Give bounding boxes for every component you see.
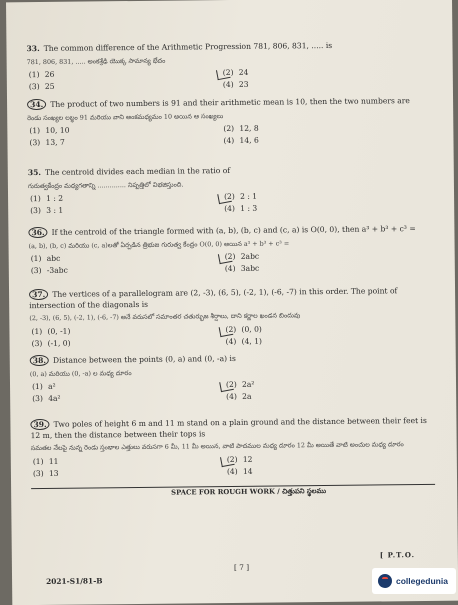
option-number: (2) [222,67,234,78]
option-number: (4) [224,203,235,214]
options [28,190,432,220]
question-list [6,0,452,478]
option-number: (2) [223,123,235,134]
option-value: 3abc [240,263,260,273]
option-1[interactable] [29,126,69,137]
option-2[interactable] [223,124,258,135]
option-value: 14, 6 [239,135,259,145]
page-number: [ 7 ] [233,562,250,572]
option-number: (4) [226,466,238,476]
option-2[interactable] [226,380,255,391]
option-number: (2) [225,324,237,334]
question-38 [30,352,435,408]
option-number: (1) [29,125,41,136]
question-number: 35. [27,167,42,178]
watermark-text: collegedunia [396,576,448,586]
option-value: 11 [48,456,59,466]
option-4[interactable] [227,466,253,477]
option-4[interactable] [226,392,251,403]
option-number: (3) [28,81,40,92]
question-33 [26,40,431,96]
question-number: 38. [30,355,49,366]
question-stem [30,416,434,441]
question-text-telugu: (2, -3), (6, 5), (-2, 1), (-6, -7) అనే వరుసలో సమాంతర చతుర్భుజ శీర్షాలు, దాని కర్ణాల ఖండన బిందువు [29,311,301,323]
option-3[interactable] [29,138,64,149]
option-value: 2a [242,391,252,401]
question-text: The common difference of the Arithmetic Progression 781, 806, 831, ..... is [43,40,333,53]
pto-label: [ P.T.O. [379,550,416,560]
question-number: 37. [29,289,48,300]
question-text-telugu: (a, b), (b, c) మరియు (c, a)లతో ఏర్పడిన త్రిభుజ గురుత్వ కేంద్రం O(0, 0) అయిన a³ + b³ + c³ = [28,238,290,250]
option-value: (4, 1) [241,336,263,346]
option-value: abc [46,253,61,263]
option-3[interactable] [33,468,59,479]
option-value: 3 : 1 [46,205,64,215]
question-37 [29,286,434,353]
option-4[interactable] [224,204,257,215]
option-number: (1) [30,193,41,204]
option-1[interactable] [29,70,55,81]
option-2[interactable] [225,252,260,263]
option-number: (1) [32,456,44,466]
question-text-telugu: (0, a) మరియు (0, -a) ల మధ్య దూరం [29,368,132,378]
question-text: The vertices of a parallelogram are (2, -3), (6, 5), (-2, 1), (-6, -7) in this order. The point of intersection of the diagonals is [29,286,398,310]
option-number: (2) [224,251,236,262]
options [31,452,435,482]
option-3[interactable] [29,82,55,93]
option-value: 12, 8 [239,123,259,133]
question-number: 39. [30,419,49,430]
question-number: 33. [26,43,40,54]
tick-mark-icon [220,454,235,466]
option-number: (4) [226,391,237,402]
option-4[interactable] [223,136,258,147]
question-text: Two poles of height 6 m and 11 m stand on a plain ground and the distance between their feet is 12 m, then the distance between their tops is [30,415,427,440]
option-value: 24 [238,67,249,77]
option-value: 4a² [48,393,61,403]
option-3[interactable] [32,338,71,349]
option-3[interactable] [30,206,63,217]
option-number: (3) [32,393,43,404]
option-1[interactable] [31,326,70,337]
question-text-telugu: రెండు సంఖ్యల లబ్ధం 91 మరియు వాని అంకమధ్యమం 10 అయిన ఆ సంఖ్యలు [27,111,224,122]
option-2[interactable] [225,324,262,335]
option-value: 1 : 3 [240,203,258,213]
question-text: The product of two numbers is 91 and their arithmetic mean is 10, then the two numbers are [50,96,410,109]
question-stem [29,286,433,311]
options [29,250,433,280]
option-number: (4) [224,263,236,274]
option-1[interactable] [33,456,59,467]
option-value: 25 [44,81,55,91]
option-value: -3abc [46,265,68,275]
option-value: 23 [238,79,249,89]
option-number: (4) [222,79,234,90]
option-number: (2) [225,379,237,390]
option-number: (3) [30,265,42,276]
question-text-telugu: గురుత్వకేంద్రం మధ్యగతాన్ని .............. నిష్పత్తిలో విభజిస్తుంది. [27,179,184,190]
option-value: 1 : 2 [46,193,64,203]
question-text-telugu: సమతల నేలపై నున్న రెండు స్తంభాల ఎత్తులు వరుసగా 6 మీ, 11 మీ అయిన, వాటి పాదముల మధ్య దూరం 12 మీ అయితే వాటి అంచుల మధ్య దూరం [30,440,404,453]
option-number: (3) [32,468,44,478]
question-39 [30,416,435,483]
option-1[interactable] [31,254,61,265]
tick-mark-icon [219,324,234,336]
options [27,122,431,152]
option-2[interactable] [224,192,257,203]
option-number: (3) [30,205,42,216]
option-number: (3) [31,338,43,348]
question-number: 36. [28,227,47,238]
options [27,66,431,96]
question-number: 34. [27,99,46,110]
option-2[interactable] [223,68,249,79]
option-1[interactable] [30,194,63,205]
collegedunia-watermark [372,568,456,594]
rough-work-label: SPACE FOR ROUGH WORK / చిత్తుపని స్థలము [171,487,327,497]
option-number: (1) [30,253,42,264]
option-number: (2) [226,454,238,464]
paper-code: 2021-S1/81-B [46,576,103,586]
option-value: 14 [242,466,253,476]
option-2[interactable] [227,454,253,465]
option-number: (4) [223,135,235,146]
option-value: 26 [44,69,55,79]
option-value: (0, 0) [241,324,262,334]
options [29,322,433,352]
options [30,378,434,408]
option-1[interactable] [32,382,56,393]
option-number: (2) [224,191,235,202]
option-number: (4) [225,336,237,346]
question-36 [28,224,433,280]
option-value: 13, 7 [45,137,65,147]
exam-page [6,0,458,605]
option-value: a² [47,381,56,391]
question-35 [28,164,433,220]
question-text: Distance between the points (0, a) and (0, -a) is [52,353,236,365]
option-3[interactable] [31,266,68,277]
option-number: (1) [31,381,43,392]
option-value: (0, -1) [47,326,71,336]
option-value: 2 : 1 [240,191,258,201]
option-4[interactable] [223,80,249,91]
graduation-cap-icon [378,574,392,588]
question-text: The centroid divides each median in the ratio of [44,165,231,177]
option-3[interactable] [32,394,61,405]
option-value: 2a² [241,379,255,389]
option-value: (-1, 0) [47,338,71,348]
question-text: If the centroid of the triangle formed with (a, b), (b, c) and (c, a) is O(0, 0), then a³ + b³ + c³ = [51,224,416,237]
option-4[interactable] [225,264,260,275]
option-value: 12 [242,454,253,464]
option-4[interactable] [226,336,263,347]
question-text-telugu: 781, 806, 831, ..... అంకశ్రేఢి యొక్క సామాన్య భేదం [26,56,166,66]
option-value: 2abc [240,251,260,261]
option-value: 10, 10 [45,125,70,135]
option-value: 13 [48,468,59,478]
option-number: (1) [28,69,40,80]
option-number: (3) [29,137,41,148]
question-34 [27,96,432,152]
option-number: (1) [31,326,43,336]
